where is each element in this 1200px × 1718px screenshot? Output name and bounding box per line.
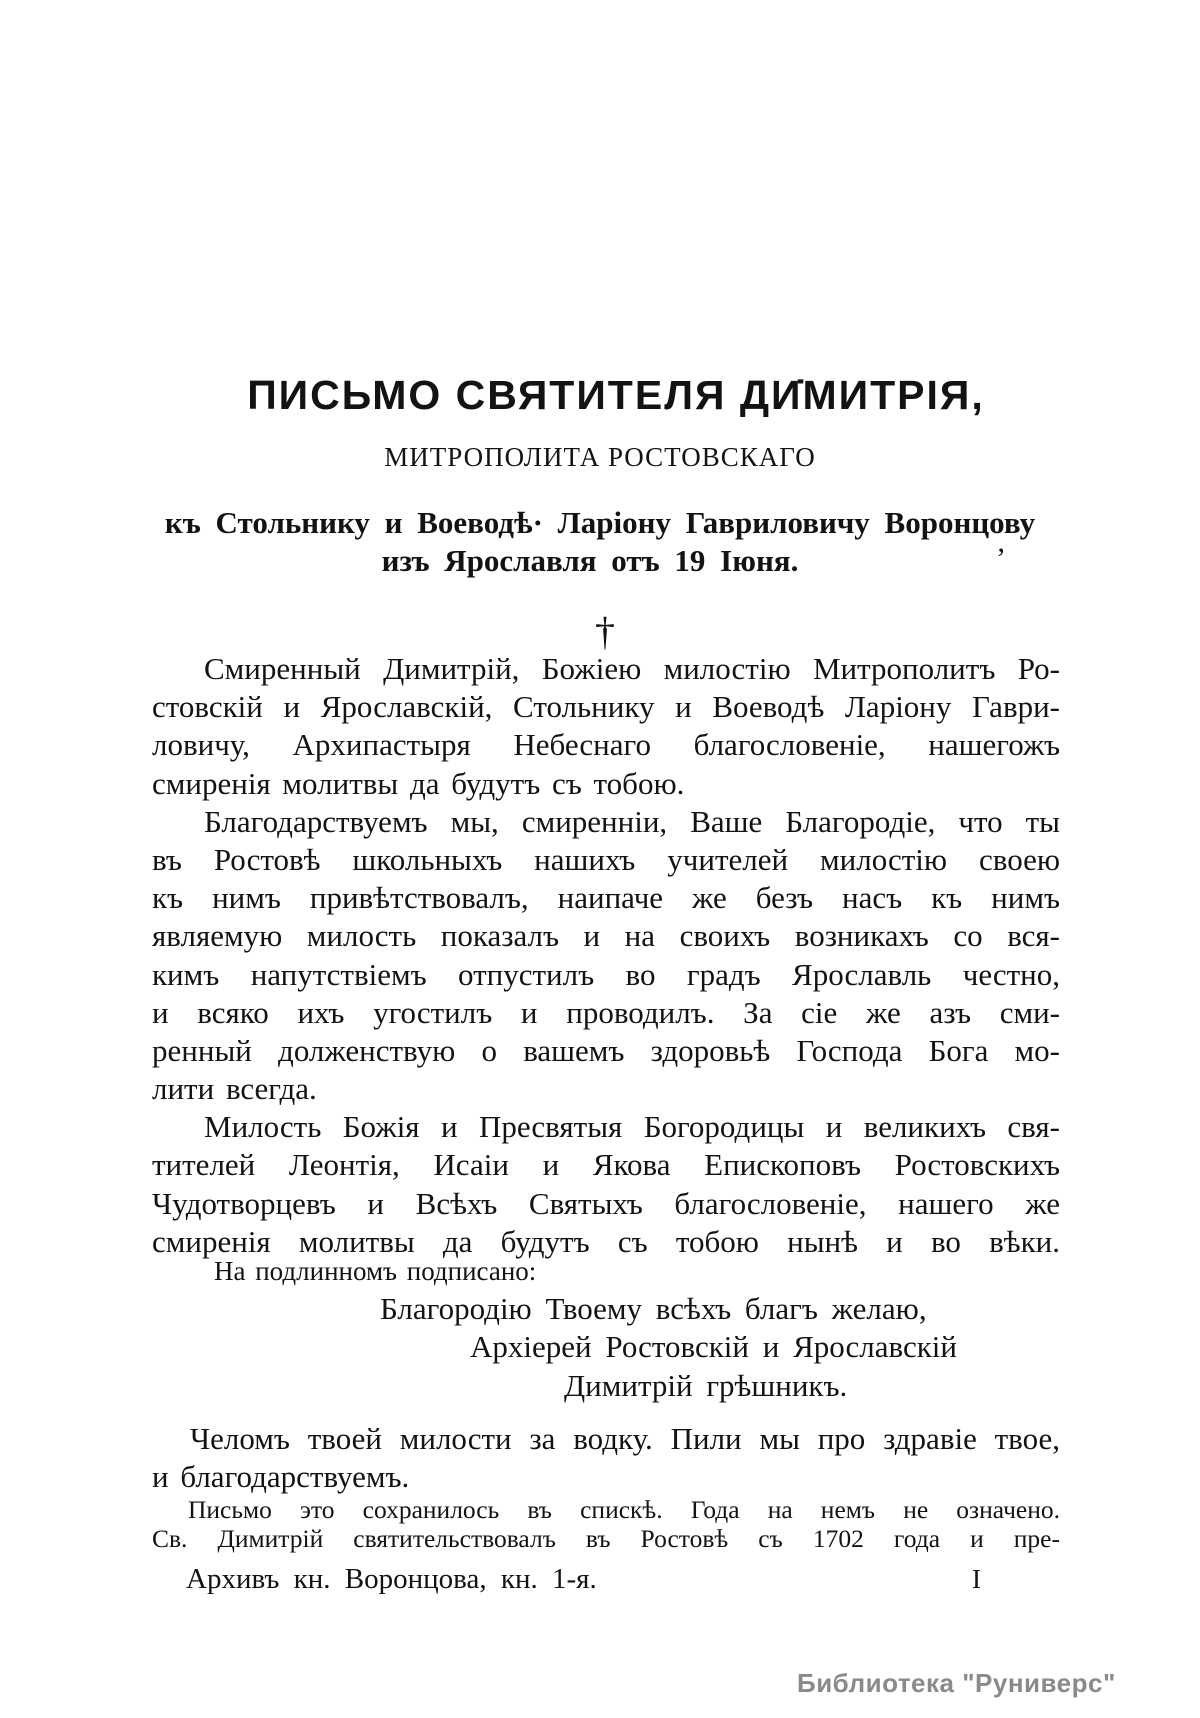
signature-line: Димитрій грѣшникъ. — [564, 1367, 848, 1403]
page-subtitle: МИТРОПОЛИТА РОСТОВСКАГО — [384, 442, 816, 472]
text-line: лити всегда. — [152, 1071, 317, 1107]
signature-line: Архіерей Ростовскій и Ярославскій — [470, 1329, 957, 1365]
text-line: Благодарствуемъ мы, смиренніи, Ваше Благородіе, что ты — [204, 803, 1060, 839]
heading-line-2: изъ Ярославля отъ 19 Іюня. — [381, 543, 799, 578]
text-line: Смиренный Димитрій, Божіею милостію Митрополитъ Ро- — [204, 651, 1060, 686]
stray-print-mark: ’ — [996, 542, 1006, 575]
text-line: Св. Димитрій святительствовалъ въ Ростовѣ съ 1702 года и пре- — [152, 1523, 1060, 1553]
text-line: тителей Леонтія, Исаіи и Якова Епископовъ Ростовскихъ — [152, 1147, 1060, 1183]
archive-source-line: Архивъ кн. Воронцова, кн. 1-я. — [186, 1563, 597, 1595]
signature-lines — [152, 1290, 1060, 1405]
text-line: Письмо это сохранилось въ спискѣ. Года на немъ не означено. — [188, 1495, 1060, 1524]
letter-body — [152, 650, 1060, 1261]
text-line: смиренія молитвы да будутъ съ тобою. — [152, 765, 685, 801]
text-line: ренный долженствую о вашемъ здоровьѣ Господа Бога мо- — [152, 1032, 1060, 1068]
editorial-footnote — [152, 1496, 1060, 1553]
postscript — [152, 1420, 1060, 1496]
text-line: въ Ростовѣ школьныхъ нашихъ учителей милостію своею — [152, 841, 1060, 877]
text-line: ловичу, Архипастыря Небеснаго благословеніе, нашегожъ — [152, 727, 1060, 763]
cross-ornament: † — [595, 609, 615, 654]
text-line: смиренія молитвы да будутъ съ тобою нынѣ и во вѣки. — [152, 1223, 1060, 1259]
page-title: ПИСЬМО СВЯТИТЕЛЯ ДИ̇МИТРІЯ, — [247, 372, 985, 418]
text-line: стовскій и Ярославскій, Стольнику и Воеводѣ Ларіону Гаври- — [152, 689, 1060, 725]
signature-block — [152, 1252, 1060, 1405]
text-line: къ нимъ привѣтствовалъ, наипаче же безъ насъ къ нимъ — [152, 880, 1060, 916]
text-line: и всяко ихъ угостилъ и проводилъ. За сіе же азъ сми- — [152, 994, 1060, 1030]
text-line: Чудотворцевъ и Всѣхъ Святыхъ благословеніе, нашего же — [152, 1185, 1060, 1221]
heading-line-1: къ Стольнику и Воеводѣ· Ларіону Гавриловичу Воронцову — [164, 505, 1036, 540]
text-line: кимъ напутствіемъ отпустилъ во градъ Ярославль честно, — [152, 956, 1060, 992]
letter-heading — [0, 504, 1200, 580]
attestation-label: На подлинномъ подписано: — [214, 1256, 537, 1286]
text-line: Челомъ твоей милости за водку. Пили мы про здравіе твое, — [190, 1421, 1060, 1456]
text-line: Милость Божія и Пресвятыя Богородицы и великихъ свя- — [204, 1109, 1060, 1145]
signature-line: Благородію Твоему всѣхъ благъ желаю, — [380, 1291, 927, 1327]
text-line: и благодарствуемъ. — [152, 1459, 410, 1495]
library-watermark: Библиотека "Руниверс" — [797, 1668, 1116, 1698]
text-line: являемую милость показалъ и на своихъ возникахъ со вся- — [152, 918, 1060, 954]
sheet-number-mark: I — [972, 1564, 981, 1594]
